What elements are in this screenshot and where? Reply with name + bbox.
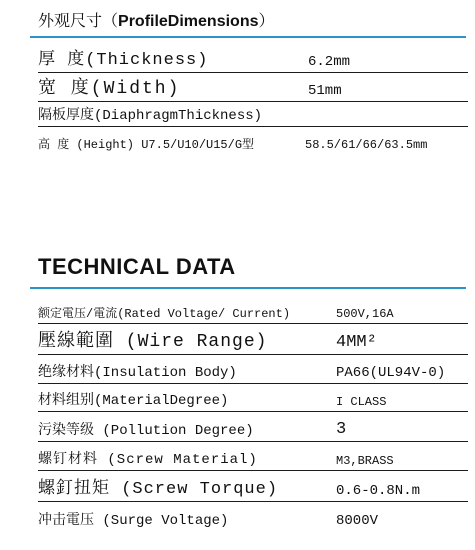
tech-value: PA66(UL94V-0) xyxy=(336,365,446,381)
tech-row-wire-range xyxy=(38,325,468,355)
tech-row-screw-material xyxy=(38,443,468,471)
tech-label: 额定電压/電流(Rated Voltage/ Current) xyxy=(38,307,291,321)
spec-value: 51mm xyxy=(308,83,342,99)
profile-title-cn: 外观尺寸（ xyxy=(38,13,119,30)
tech-value: 4MM² xyxy=(336,333,377,352)
tech-label: 螺钉材料 (Screw Material) xyxy=(38,452,258,468)
tech-label: 壓線範圍 (Wire Range) xyxy=(38,332,268,352)
spec-value: 58.5/61/66/63.5mm xyxy=(305,138,428,152)
section-divider xyxy=(30,287,466,289)
spec-row-width xyxy=(38,73,468,102)
spec-value: 6.2mm xyxy=(308,54,351,70)
tech-label: 冲击電压 (Surge Voltage) xyxy=(38,513,229,529)
tech-row-surge-voltage xyxy=(38,503,468,531)
tech-value: 500V,16A xyxy=(336,307,394,321)
spec-label: 高 度 (Height) U7.5/U10/U15/G型 xyxy=(38,138,255,152)
tech-value: I CLASS xyxy=(336,395,387,409)
spec-label: 隔板厚度(DiaphragmThickness) xyxy=(38,108,263,124)
tech-value: 3 xyxy=(336,420,347,439)
spec-row-thickness xyxy=(38,48,468,73)
tech-value: 0.6-0.8N.m xyxy=(336,483,421,499)
spec-label: 宽 度(Width) xyxy=(38,79,181,99)
tech-row-screw-torque xyxy=(38,472,468,502)
spec-label: 厚 度(Thickness) xyxy=(38,51,209,70)
spec-row-diaphragm-thickness xyxy=(38,102,468,127)
tech-row-rated-voltage xyxy=(38,298,468,324)
tech-label: 绝缘材料(Insulation Body) xyxy=(38,365,237,381)
tech-row-insulation-body xyxy=(38,356,468,384)
profile-title-en: ProfileDimensions xyxy=(118,13,259,30)
section-divider xyxy=(30,36,466,38)
tech-label: 材料组别(MaterialDegree) xyxy=(38,393,229,409)
tech-row-pollution-degree xyxy=(38,413,468,442)
tech-value: 8000V xyxy=(336,513,379,529)
tech-row-material-degree xyxy=(38,385,468,412)
technical-data-title: TECHNICAL DATA xyxy=(38,254,236,279)
tech-label: 污染等级 (Pollution Degree) xyxy=(38,423,254,439)
profile-dimensions-title xyxy=(38,8,275,31)
tech-label: 螺釘扭矩 (Screw Torque) xyxy=(38,480,279,499)
profile-title-close: ） xyxy=(258,13,275,30)
spec-row-height xyxy=(38,128,468,154)
tech-value: M3,BRASS xyxy=(336,454,394,468)
